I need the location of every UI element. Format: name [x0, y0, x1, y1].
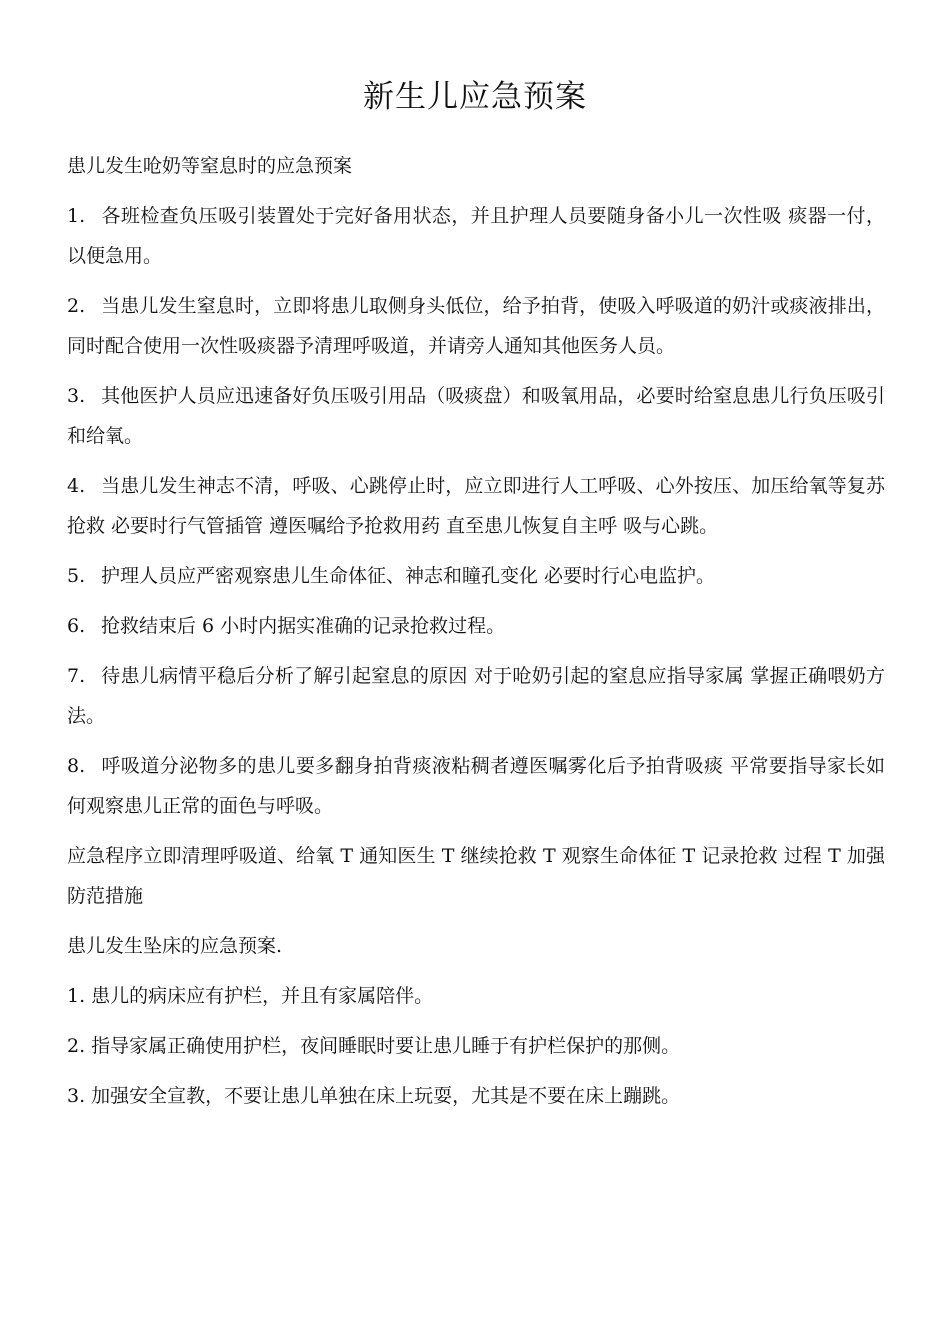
item-text: 其他医护人员应迅速备好负压吸引用品（吸痰盘）和吸氧用品，必要时给窒息患儿行负压吸引和给氧。 [67, 385, 885, 447]
emergency-procedure: 应急程序立即清理呼吸道、给氧 T 通知医生 T 继续抢救 T 观察生命体征 T 记录抢救 过程 T 加强防范措施 [67, 845, 885, 907]
item-number: 2. [67, 1035, 86, 1057]
list-item [67, 196, 885, 276]
list-item [67, 286, 885, 366]
item-number: 6. [67, 615, 86, 637]
list-item [67, 656, 885, 736]
item-text: 呼吸道分泌物多的患儿要多翻身拍背痰液粘稠者遵医嘱雾化后予拍背吸痰 平常要指导家长如何观察患儿正常的面色与呼吸。 [67, 755, 885, 817]
item-number: 1. [67, 985, 86, 1007]
item-text: 各班检查负压吸引装置处于完好备用状态，并且护理人员要随身备小儿一次性吸 痰器一付，以便急用。 [67, 205, 885, 267]
list-item [67, 556, 885, 596]
item-number: 7. [67, 665, 86, 687]
item-text: 护理人员应严密观察患儿生命体征、神志和瞳孔变化 必要时行心电监护。 [101, 565, 716, 587]
list-item [67, 976, 885, 1016]
list-item [67, 606, 885, 646]
item-number: 3. [67, 1085, 86, 1107]
item-text: 加强安全宣教，不要让患儿单独在床上玩耍，尤其是不要在床上蹦跳。 [91, 1085, 681, 1107]
item-text: 指导家属正确使用护栏，夜间睡眠时要让患儿睡于有护栏保护的那侧。 [91, 1035, 681, 1057]
list-item [67, 1076, 885, 1116]
item-text: 待患儿病情平稳后分析了解引起窒息的原因 对于呛奶引起的窒息应指导家属 掌握正确喂奶方法。 [67, 665, 885, 727]
list-item [67, 466, 885, 546]
item-number: 2. [67, 295, 86, 317]
item-text: 患儿的病床应有护栏，并且有家属陪伴。 [91, 985, 434, 1007]
list-item [67, 376, 885, 456]
document-title: 新生儿应急预案 [363, 79, 587, 115]
list-item [67, 746, 885, 826]
document-body [67, 146, 885, 1126]
section-heading-fall: 患儿发生坠床的应急预案. [67, 935, 283, 957]
item-number: 1. [67, 205, 86, 227]
item-text: 抢救结束后 6 小时内据实准确的记录抢救过程。 [101, 615, 506, 637]
item-number: 4. [67, 475, 86, 497]
section-heading-choking: 患儿发生呛奶等窒息时的应急预案 [67, 155, 353, 177]
item-number: 5. [67, 565, 86, 587]
list-item [67, 1026, 885, 1066]
item-number: 3. [67, 385, 86, 407]
item-text: 当患儿发生窒息时，立即将患儿取侧身头低位，给予拍背，使吸入呼吸道的奶汁或痰液排出，同时配合使用一次性吸痰器予清理呼吸道，并请旁人通知其他医务人员。 [67, 295, 885, 357]
item-number: 8. [67, 755, 86, 777]
item-text: 当患儿发生神志不清，呼吸、心跳停止时，应立即进行人工呼吸、心外按压、加压给氧等复苏抢救 必要时行气管插管 遵医嘱给予抢救用药 直至患儿恢复自主呼 吸与心跳。 [67, 475, 885, 537]
